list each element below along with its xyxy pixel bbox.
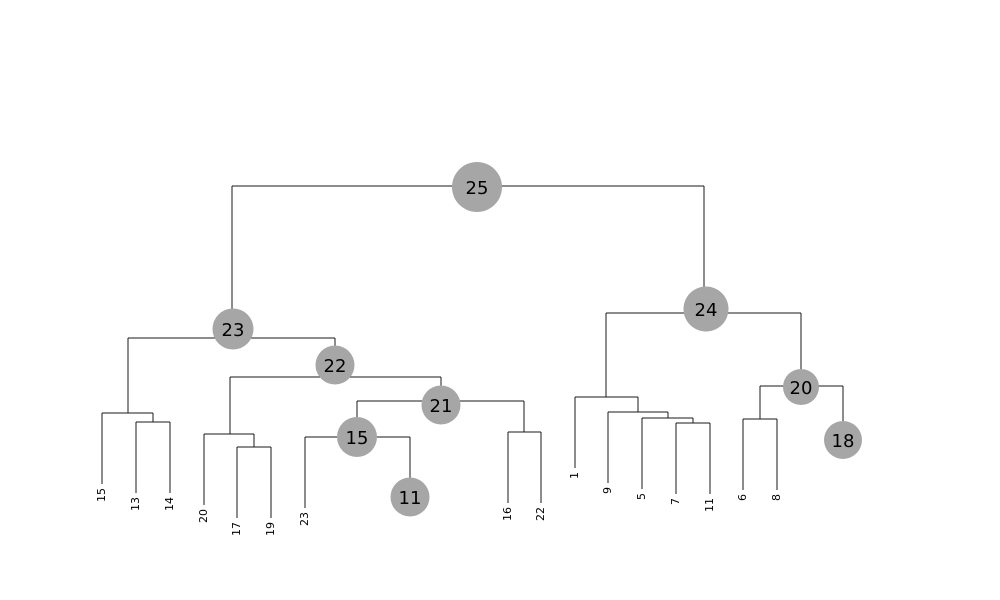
node-label: 25 [465,178,489,199]
leaf-label: 17 [230,522,243,536]
node-label: 15 [345,428,369,449]
node-label: 18 [831,431,855,452]
node-15[interactable] [337,417,377,457]
leaf-labels [95,472,783,536]
leaf-label: 13 [129,497,142,511]
node-label: 22 [323,356,347,377]
node-label: 11 [398,488,422,509]
leaf-label: 22 [534,507,547,521]
leaf-label: 20 [197,509,210,523]
leaf-label: 6 [736,494,749,501]
node-label: 23 [221,320,245,341]
node-25[interactable] [452,162,502,212]
node-23[interactable] [213,309,254,350]
leaf-label: 23 [298,512,311,526]
leaf-label: 19 [264,522,277,536]
leaf-label: 5 [635,493,648,500]
leaf-label: 11 [703,498,716,512]
node-20[interactable] [783,369,819,405]
node-label: 21 [429,396,453,417]
node-22[interactable] [316,346,355,385]
leaf-label: 15 [95,488,108,502]
node-24[interactable] [684,287,729,332]
leaf-label: 7 [669,498,682,505]
node-11[interactable] [391,478,430,517]
leaf-label: 9 [601,487,614,494]
leaf-label: 16 [501,507,514,521]
node-18[interactable] [824,421,862,459]
dendrogram-branches [102,186,843,518]
node-label: 24 [694,300,718,321]
leaf-label: 1 [568,472,581,479]
leaf-label: 14 [163,497,176,511]
node-21[interactable] [422,386,461,425]
node-label: 20 [789,378,813,399]
leaf-label: 8 [770,494,783,501]
